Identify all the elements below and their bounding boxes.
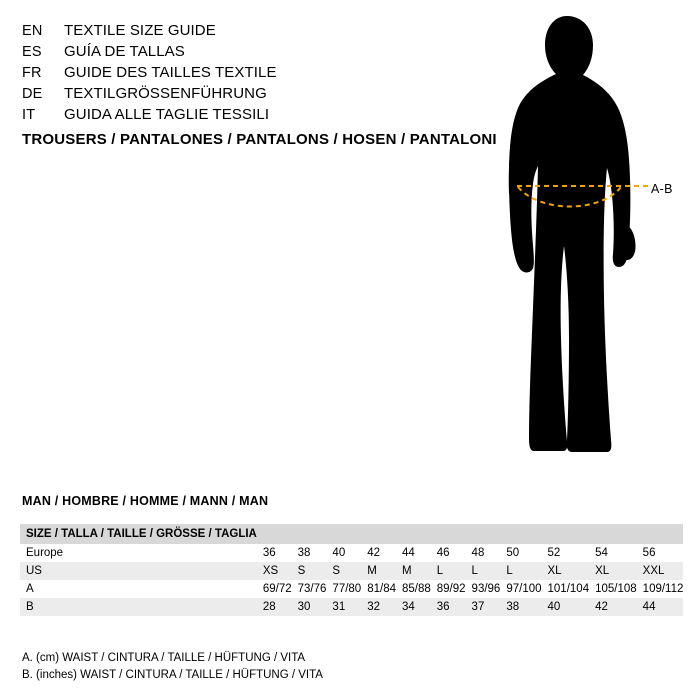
table-cell: 40 — [326, 544, 361, 562]
table-cell: 42 — [589, 598, 637, 616]
table-cell: 44 — [637, 598, 684, 616]
table-header-cell — [326, 524, 361, 544]
hand-shape — [617, 223, 636, 260]
table-row — [20, 544, 683, 562]
table-cell: XL — [589, 562, 637, 580]
table-cell: XXL — [637, 562, 684, 580]
table-header-cell — [431, 524, 466, 544]
table-header-cell — [396, 524, 431, 544]
table-cell: 81/84 — [361, 580, 396, 598]
language-row — [22, 85, 452, 106]
table-cell: 69/72 — [257, 580, 292, 598]
footnote-a: A. (cm) WAIST / CINTURA / TAILLE / HÜFTUNG / VITA — [22, 652, 306, 664]
table-cell: 44 — [396, 544, 431, 562]
table-group-label: MAN / HOMBRE / HOMME / MANN / MAN — [22, 494, 269, 508]
table-cell: L — [466, 562, 501, 580]
language-code: IT — [22, 107, 36, 123]
table-cell: 38 — [292, 544, 327, 562]
table-cell: 93/96 — [466, 580, 501, 598]
table-header-cell — [500, 524, 541, 544]
language-row — [22, 43, 452, 64]
size-table — [20, 524, 683, 616]
table-cell: 73/76 — [292, 580, 327, 598]
table-header-cell — [542, 524, 590, 544]
row-label: A — [20, 580, 257, 598]
table-header-cell — [292, 524, 327, 544]
table-header-label: SIZE / TALLA / TAILLE / GRÖSSE / TAGLIA — [20, 524, 257, 544]
table-cell: 77/80 — [326, 580, 361, 598]
table-cell: 40 — [542, 598, 590, 616]
table-row — [20, 580, 683, 598]
table-cell: 46 — [431, 544, 466, 562]
table-cell: 38 — [500, 598, 541, 616]
table-row — [20, 562, 683, 580]
table-cell: 97/100 — [500, 580, 541, 598]
row-label: Europe — [20, 544, 257, 562]
table-cell: 109/112 — [637, 580, 684, 598]
table-cell: 36 — [431, 598, 466, 616]
language-row — [22, 106, 452, 127]
table-cell: 28 — [257, 598, 292, 616]
language-code: ES — [22, 44, 42, 60]
table-cell: 85/88 — [396, 580, 431, 598]
table-cell: XS — [257, 562, 292, 580]
language-code: FR — [22, 65, 42, 81]
table-cell: S — [326, 562, 361, 580]
language-title: GUÍA DE TALLAS — [64, 43, 185, 60]
figure-illustration — [455, 8, 685, 468]
table-cell: 34 — [396, 598, 431, 616]
table-cell: L — [500, 562, 541, 580]
footnotes — [22, 650, 323, 684]
language-code: EN — [22, 23, 43, 39]
language-title: GUIDE DES TAILLES TEXTILE — [64, 64, 277, 81]
table-header-cell — [589, 524, 637, 544]
table-cell: 30 — [292, 598, 327, 616]
table-cell: XL — [542, 562, 590, 580]
table-cell: 89/92 — [431, 580, 466, 598]
language-row — [22, 22, 452, 43]
language-title: TEXTILE SIZE GUIDE — [64, 22, 216, 39]
language-code: DE — [22, 86, 43, 102]
table-cell: 54 — [589, 544, 637, 562]
table-cell: 56 — [637, 544, 684, 562]
table-cell: 50 — [500, 544, 541, 562]
row-label: B — [20, 598, 257, 616]
garment-type-label: TROUSERS / PANTALONES / PANTALONS / HOSEN / PANTALONI — [22, 131, 497, 148]
measure-label-ab: A-B — [651, 182, 673, 196]
table-cell: 42 — [361, 544, 396, 562]
language-row — [22, 64, 452, 85]
table-cell: 101/104 — [542, 580, 590, 598]
table-header-cell — [257, 524, 292, 544]
table-cell: L — [431, 562, 466, 580]
table-cell: 32 — [361, 598, 396, 616]
silhouette-svg — [455, 8, 685, 468]
language-title: TEXTILGRÖSSENFÜHRUNG — [64, 85, 267, 102]
table-cell: M — [361, 562, 396, 580]
row-label: US — [20, 562, 257, 580]
body-silhouette — [509, 16, 630, 452]
table-cell: M — [396, 562, 431, 580]
table-cell: 48 — [466, 544, 501, 562]
table-header-cell — [361, 524, 396, 544]
footnote-b: B. (inches) WAIST / CINTURA / TAILLE / HÜFTUNG / VITA — [22, 669, 323, 681]
table-cell: 52 — [542, 544, 590, 562]
table-header-cell — [637, 524, 684, 544]
table-cell: 105/108 — [589, 580, 637, 598]
language-title: GUIDA ALLE TAGLIE TESSILI — [64, 106, 270, 123]
table-header-cell — [466, 524, 501, 544]
table-cell: 37 — [466, 598, 501, 616]
table-row — [20, 598, 683, 616]
table-header-row — [20, 524, 683, 544]
table-cell: 31 — [326, 598, 361, 616]
table-cell: 36 — [257, 544, 292, 562]
table-cell: S — [292, 562, 327, 580]
language-header — [22, 22, 452, 127]
